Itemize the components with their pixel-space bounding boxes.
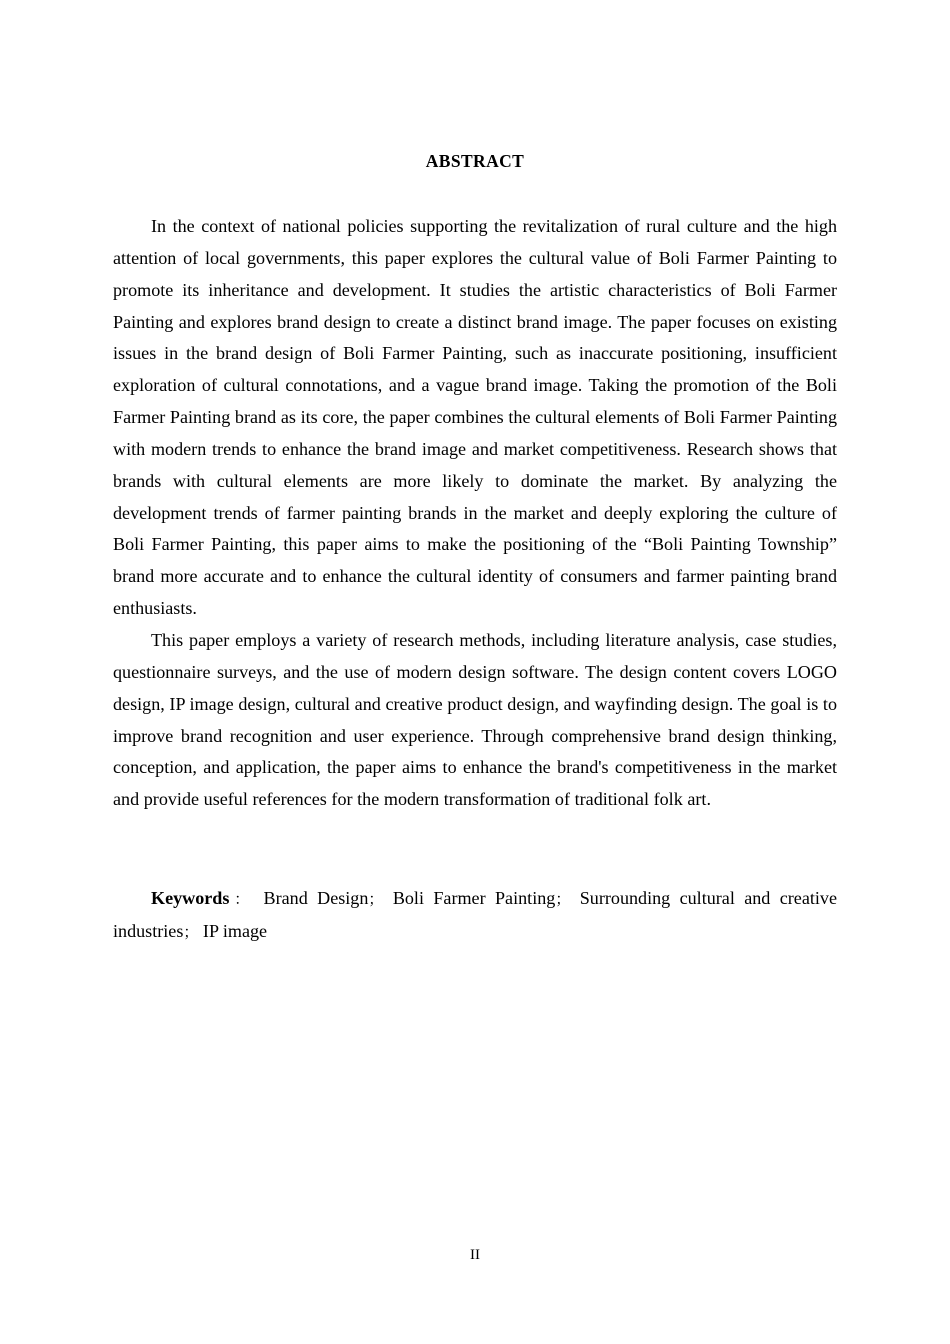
keywords-section [113, 883, 837, 949]
keyword-term-2: Boli Farmer Painting [392, 888, 556, 908]
page-title: ABSTRACT [425, 151, 525, 171]
keyword-term-4: IP image [202, 920, 268, 941]
keyword-term-1: Brand Design [263, 888, 369, 908]
keywords-paragraph [113, 883, 837, 949]
abstract-paragraph-2: This paper employs a variety of research methods, including literature analysis, case studies, questionnaire surveys, and the use of modern design software. The design content covers LOGO design, IP image design, cultural and creative product design, and wayfinding design. The goal is to improve brand recognition and user experience. Through comprehensive brand design thinking, conception, and application, the paper aims to enhance the brand's competitiveness in the market and provide useful references for the modern transformation of traditional folk art. [113, 629, 837, 810]
footer-page-number: II [470, 1247, 480, 1263]
keywords-separator-3: ； [183, 922, 199, 941]
keywords-separator-2: ； [555, 890, 571, 908]
keywords-separator-1: ； [368, 890, 384, 908]
abstract-body [113, 211, 837, 816]
keywords-colon: ： [229, 890, 255, 908]
keyword-term-3: Surrounding cultural and creative industries [113, 888, 837, 941]
keywords-label: Keywords [151, 888, 230, 908]
abstract-paragraph-1: In the context of national policies supporting the revitalization of rural culture and the high attention of local governments, this paper explores the cultural value of Boli Farmer Painting to promote its inheritance and development. It studies the artistic characteristics of Boli Farmer Painting and explores brand design to create a distinct brand image. The paper focuses on existing issues in the brand design of Boli Farmer Painting, such as inaccurate positioning, insufficient exploration of cultural connotations, and a vague brand image. Taking the promotion of the Boli Farmer Painting brand as its core, the paper combines the cultural elements of Boli Farmer Painting with modern trends to enhance the brand image and market competitiveness. Research shows that brands with cultural elements are more likely to dominate the market. By analyzing the development trends of farmer painting brands in the market and deeply exploring the culture of Boli Farmer Painting, this paper aims to make the positioning of the “Boli Painting Township” brand more accurate and to enhance the cultural identity of consumers and farmer painting brand enthusiasts. [113, 216, 837, 619]
